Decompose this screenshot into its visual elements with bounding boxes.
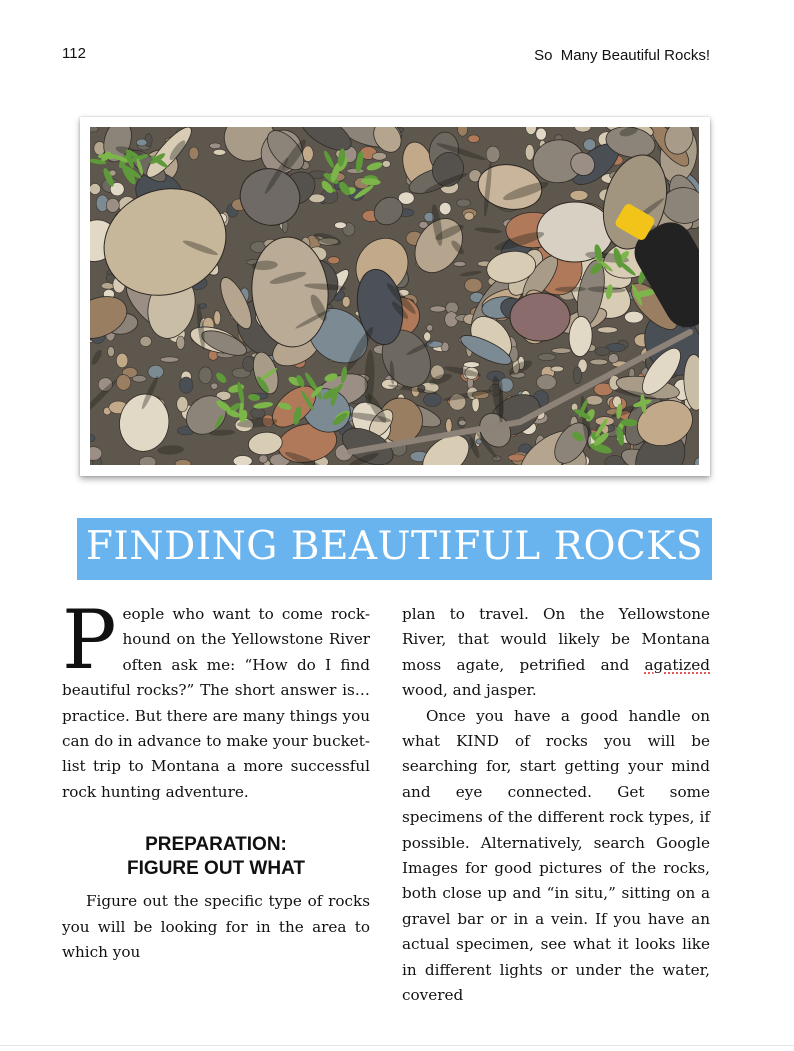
subheading-line-2: FIGURE OUT WHAT (126, 858, 305, 880)
running-title: So Many Beautiful Rocks! (534, 47, 710, 64)
photo-frame (80, 117, 710, 476)
drop-cap: P (62, 594, 117, 688)
preparation-paragraph: Figure out the specific type of rocks you will be looking for in the area to which you (62, 892, 370, 962)
continued-text-a: plan to travel. On the Yellowstone River, that would likely be Montana moss agate, petrified and (402, 605, 710, 674)
right-column (402, 602, 710, 1009)
subheading (62, 833, 370, 881)
section-banner (77, 518, 712, 580)
section-title: FINDING BEAUTIFUL ROCKS (85, 524, 704, 569)
intro-paragraph (62, 594, 370, 805)
continued-paragraph (402, 602, 710, 704)
page-number: 112 (62, 45, 86, 62)
page-bottom-edge (0, 1045, 794, 1046)
left-column (62, 594, 370, 965)
river-rocks-photo (90, 127, 699, 465)
intro-text: eople who want to come rock-hound on the Yellowstone River often ask me: “How do I find beautiful rocks?” The short answer is… practice. But there are many things you can do in advance to make your bucket-list trip to Montana a more successful rock hunting adventure. (62, 605, 370, 801)
river-rocks-icon (90, 127, 699, 465)
subheading-line-1: PREPARATION: (145, 834, 287, 856)
spellcheck-word: agatized (644, 655, 711, 674)
continued-text-b: wood, and jasper. (402, 681, 537, 700)
specimen-paragraph: Once you have a good handle on what KIND of rocks you will be searching for, start getting your mind and eye connected. Get some specimens of the different rock types, if possible. Alternatively, search Google Images for good pictures of the rocks, both close up and “in situ,” sitting on a gravel bar or in a vein. If you have an actual specimen, see what it looks like in different lights or under the water, covered (402, 706, 710, 1005)
